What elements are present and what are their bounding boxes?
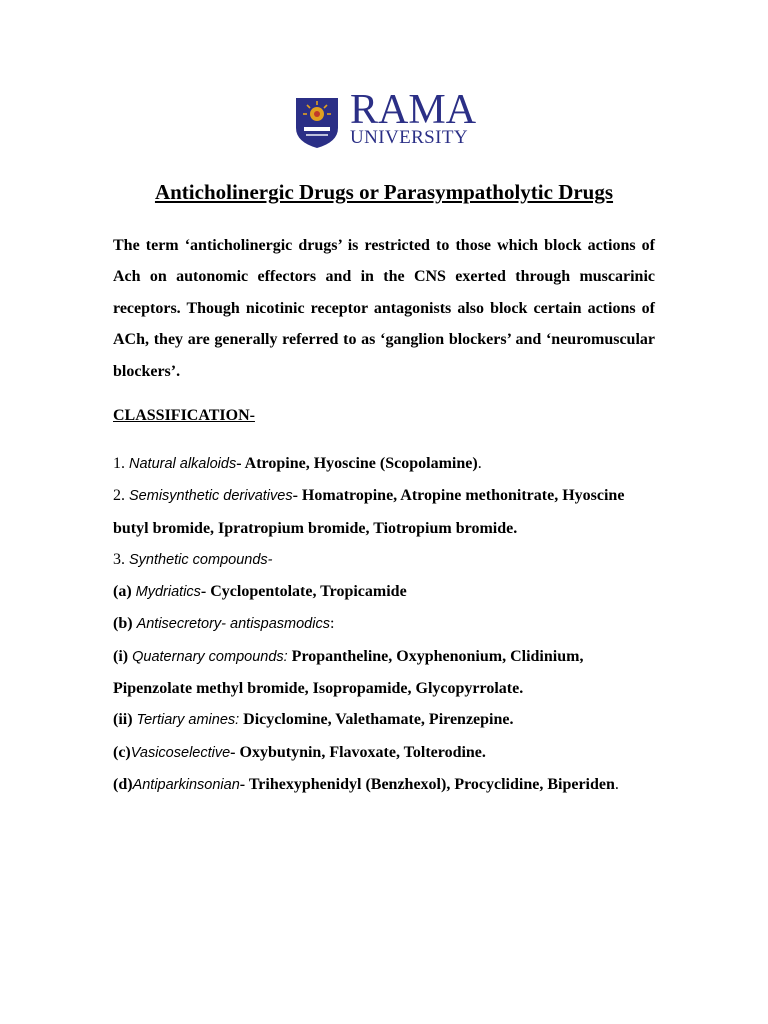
item-label: Tertiary amines: — [136, 712, 240, 729]
list-item: Pipenzolate methyl bromide, Isopropamide, Glycopyrrolate. — [113, 680, 524, 698]
list-item: 1. Natural alkaloids- Atropine, Hyoscine (Scopolamine). — [113, 455, 482, 472]
logo-subtitle: UNIVERSITY — [350, 127, 468, 148]
list-item: (a) Mydriatics- Cyclopentolate, Tropicamide — [113, 583, 407, 601]
logo-name: RAMA — [350, 87, 477, 133]
item-label: Synthetic compounds- — [129, 551, 273, 568]
item-label: Antiparkinsonian — [132, 776, 240, 793]
list-item: 3. Synthetic compounds- — [113, 550, 273, 568]
item-label: Mydriatics — [135, 584, 201, 601]
document-title: Anticholinergic Drugs or Parasympatholytic Drugs — [154, 180, 614, 204]
list-item: butyl bromide, Ipratropium bromide, Tiotropium bromide. — [113, 519, 518, 537]
university-crest-icon — [294, 94, 340, 150]
list-item: (d)Antiparkinsonian- Trihexyphenidyl (Benzhexol), Procyclidine, Biperiden. — [113, 775, 619, 793]
list-item: (i) Quaternary compounds: Propantheline, Oxyphenonium, Clidinium, — [113, 647, 584, 665]
classification-list — [113, 448, 673, 801]
classification-heading: CLASSIFICATION- — [113, 407, 255, 424]
list-item: 2. Semisynthetic derivatives- Homatropine, Atropine methonitrate, Hyoscine — [113, 487, 625, 505]
item-label: Semisynthetic derivatives — [129, 488, 293, 505]
item-label: Vasicoselective — [130, 744, 231, 761]
item-label: Natural alkaloids — [129, 456, 237, 472]
list-item: (c)Vasicoselective- Oxybutynin, Flavoxate, Tolterodine. — [113, 743, 486, 761]
item-label: Antisecretory- antispasmodics — [136, 616, 330, 633]
item-label: Quaternary compounds: — [132, 648, 288, 665]
list-item: (b) Antisecretory- antispasmodics: — [113, 615, 335, 633]
intro-paragraph: The term ‘anticholinergic drugs’ is restricted to those which block actions of Ach on autonomic effectors and in the CNS exerted through muscarinic receptors. Though nicotinic receptor antagonists also block certain actions of ACh, they are generally referred to as ‘ganglion blockers’ and ‘neuromuscular blockers’. — [113, 237, 655, 380]
university-logo — [294, 87, 494, 154]
list-item: (ii) Tertiary amines: Dicyclomine, Valethamate, Pirenzepine. — [113, 711, 514, 729]
